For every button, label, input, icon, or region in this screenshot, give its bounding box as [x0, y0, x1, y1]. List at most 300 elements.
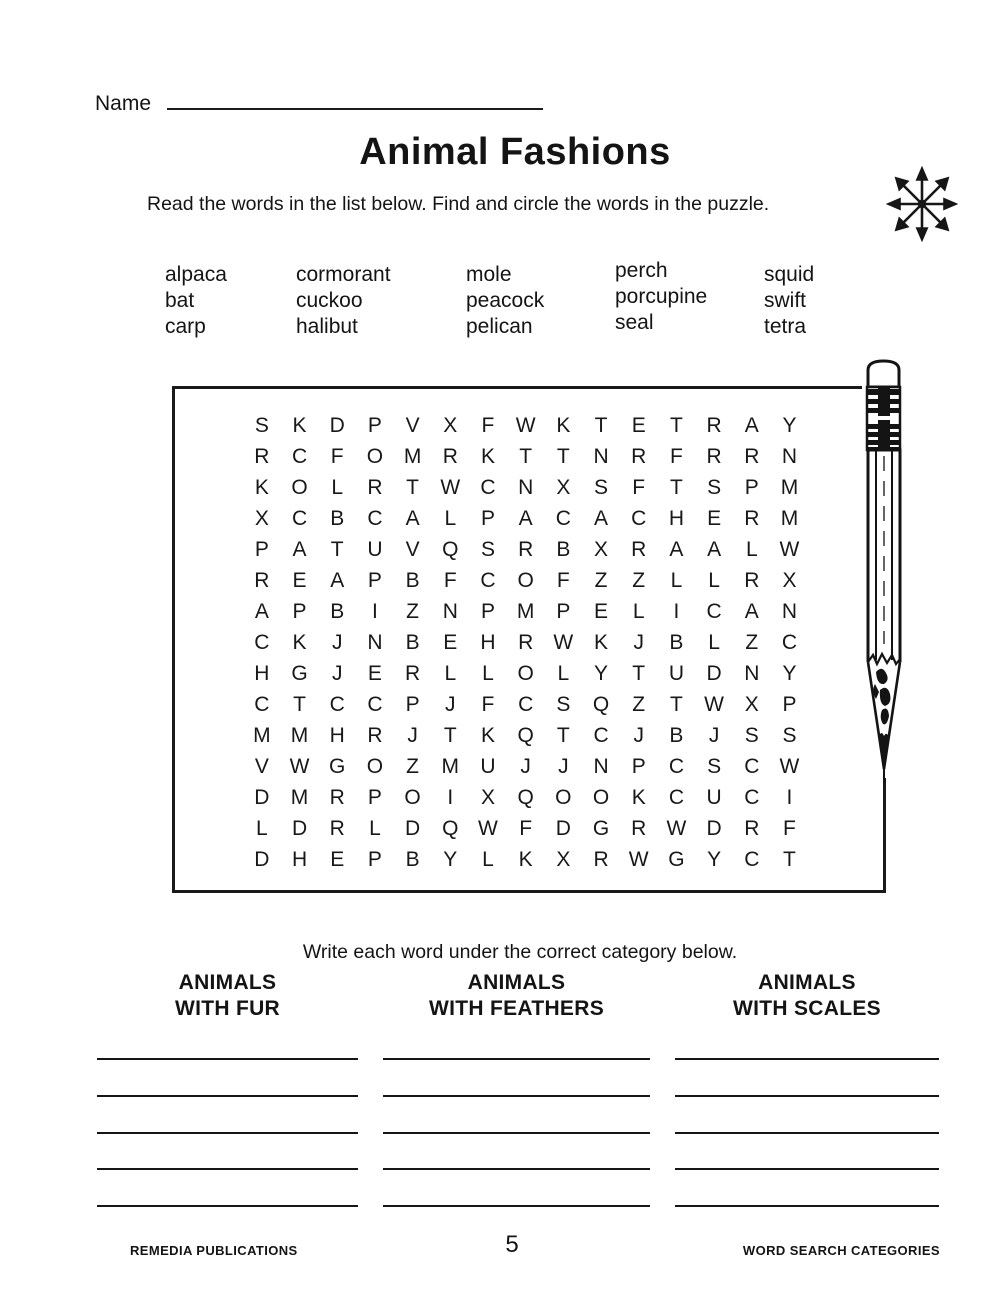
grid-letter: U — [367, 537, 383, 561]
grid-letter: B — [669, 630, 684, 654]
grid-letter: L — [708, 568, 720, 592]
grid-letter: S — [782, 724, 797, 748]
grid-letter: E — [292, 568, 307, 592]
grid-row — [243, 690, 808, 721]
grid-letter: R — [631, 817, 647, 841]
category-title — [675, 970, 939, 1022]
grid-letter: K — [594, 630, 609, 654]
grid-letter: K — [518, 848, 533, 872]
grid-letter: L — [369, 817, 381, 841]
grid-letter: L — [482, 848, 494, 872]
grid-letter: D — [555, 817, 571, 841]
grid-letter: B — [405, 630, 420, 654]
answer-blank-line — [675, 1168, 939, 1170]
grid-letter: W — [553, 630, 574, 654]
word-list-item: squid — [764, 263, 815, 286]
grid-letter: M — [290, 786, 309, 810]
grid-letter: P — [405, 693, 420, 717]
grid-letter: L — [482, 662, 494, 686]
grid-letter: R — [254, 568, 270, 592]
grid-letter: P — [367, 413, 382, 437]
grid-letter: O — [517, 568, 534, 592]
word-list-item: mole — [466, 263, 512, 286]
grid-letter: W — [666, 817, 687, 841]
grid-letter: F — [556, 568, 570, 592]
grid-letter: M — [441, 755, 460, 779]
grid-letter: I — [673, 599, 680, 623]
grid-letter: L — [632, 599, 645, 623]
word-list-column — [764, 262, 814, 340]
category-title-line: ANIMALS — [178, 971, 277, 994]
grid-letter: Z — [406, 599, 419, 623]
grid-letter: Q — [517, 786, 534, 810]
grid-letter: M — [780, 506, 799, 530]
grid-letter: X — [594, 537, 609, 561]
category-title — [97, 970, 358, 1022]
grid-letter: Q — [442, 537, 459, 561]
grid-letter: F — [443, 568, 457, 592]
grid-letter: P — [367, 848, 382, 872]
grid-letter: T — [556, 444, 570, 468]
grid-letter: W — [478, 817, 498, 841]
grid-letter: A — [669, 537, 684, 561]
write-prompt-text: Write each word under the correct category below. — [302, 941, 738, 963]
grid-letter: V — [405, 537, 420, 561]
grid-letter: N — [781, 444, 798, 468]
grid-letter: M — [403, 444, 422, 468]
grid-letter: O — [592, 786, 610, 810]
grid-letter: C — [329, 693, 345, 717]
grid-letter: N — [518, 475, 534, 499]
word-list — [0, 259, 1000, 346]
answer-blank-line — [675, 1058, 939, 1060]
grid-letter: B — [330, 599, 345, 623]
grid-letter: T — [556, 724, 570, 748]
grid-letter: X — [782, 568, 797, 592]
grid-letter: T — [293, 693, 306, 717]
grid-row — [243, 596, 808, 627]
grid-letter: K — [254, 475, 269, 499]
grid-letter: W — [779, 755, 800, 779]
grid-letter: N — [593, 444, 609, 468]
grid-letter: J — [407, 724, 418, 748]
grid-letter: Z — [406, 755, 419, 779]
grid-letter: O — [366, 755, 384, 779]
grid-row — [243, 627, 808, 658]
grid-letter: R — [744, 817, 760, 841]
grid-letter: K — [292, 413, 307, 437]
answer-blank-line — [97, 1168, 358, 1170]
grid-letter: D — [706, 817, 722, 841]
grid-letter: C — [593, 724, 609, 748]
answer-blank-line — [675, 1095, 939, 1097]
grid-letter: A — [518, 506, 533, 530]
grid-letter: G — [329, 755, 346, 779]
grid-letter: B — [405, 568, 420, 592]
grid-letter: S — [707, 755, 722, 779]
grid-letter: W — [289, 755, 310, 779]
grid-letter: W — [628, 848, 649, 872]
grid-letter: O — [555, 786, 572, 810]
grid-letter: R — [329, 786, 345, 810]
grid-letter: K — [631, 786, 646, 810]
category-title-line: WITH FEATHERS — [429, 997, 604, 1020]
grid-letter: G — [592, 817, 610, 841]
grid-letter: J — [558, 755, 569, 779]
word-list-column — [296, 262, 391, 340]
grid-letter: C — [518, 693, 534, 717]
category-column — [97, 970, 358, 1022]
grid-letter: Y — [443, 848, 458, 872]
grid-letter: R — [744, 444, 760, 468]
grid-letter: D — [254, 786, 270, 810]
grid-letter: J — [520, 755, 531, 779]
arrow-star-icon — [884, 166, 960, 242]
grid-letter: H — [668, 506, 684, 530]
grid-letter: E — [443, 630, 458, 654]
grid-letter: R — [706, 413, 722, 437]
grid-letter: F — [632, 475, 646, 499]
grid-letter: X — [254, 506, 269, 530]
grid-letter: D — [254, 848, 270, 872]
grid-letter: F — [783, 817, 796, 841]
grid-letter: E — [631, 413, 646, 437]
grid-letter: N — [781, 599, 798, 623]
word-list-item: halibut — [296, 315, 358, 338]
grid-letter: J — [633, 630, 644, 654]
word-list-item: bat — [165, 289, 195, 312]
grid-letter: P — [744, 475, 759, 499]
grid-letter: R — [706, 444, 722, 468]
grid-letter: A — [744, 413, 759, 437]
footer-publisher: REMEDIA PUBLICATIONS — [130, 1243, 298, 1258]
grid-letter: L — [557, 662, 570, 686]
grid-letter: R — [631, 444, 647, 468]
grid-letter: E — [594, 599, 609, 623]
grid-letter: S — [594, 475, 609, 499]
grid-letter: Y — [782, 413, 797, 437]
grid-letter: M — [516, 599, 535, 623]
name-blank-line — [167, 90, 543, 110]
grid-letter: C — [744, 786, 760, 810]
grid-letter: R — [631, 537, 647, 561]
grid-letter: D — [329, 413, 345, 437]
grid-letter: A — [330, 568, 345, 592]
grid-letter: D — [706, 662, 722, 686]
grid-letter: W — [515, 413, 536, 437]
grid-letter: O — [404, 786, 421, 810]
grid-letter: B — [556, 537, 571, 561]
grid-letter: I — [371, 599, 378, 623]
grid-letter: C — [781, 630, 798, 654]
grid-letter: B — [330, 506, 345, 530]
answer-blank-line — [97, 1058, 358, 1060]
word-list-item: alpaca — [165, 263, 227, 286]
grid-letter: A — [744, 599, 759, 623]
word-list-item: perch — [615, 259, 668, 282]
grid-letter: F — [481, 413, 495, 437]
grid-letter: E — [707, 506, 722, 530]
page-title: Animal Fashions — [359, 131, 671, 173]
grid-letter: A — [292, 537, 307, 561]
grid-letter: R — [518, 630, 534, 654]
grid-letter: I — [786, 786, 793, 810]
grid-letter: F — [481, 693, 495, 717]
grid-letter: F — [519, 817, 533, 841]
grid-letter: G — [668, 848, 685, 872]
grid-letter: C — [367, 506, 383, 530]
grid-letter: A — [707, 537, 722, 561]
grid-letter: C — [254, 630, 270, 654]
grid-letter: B — [405, 848, 420, 872]
grid-letter: K — [480, 444, 495, 468]
grid-letter: C — [631, 506, 647, 530]
category-title — [383, 970, 650, 1022]
footer-series-title: WORD SEARCH CATEGORIES — [742, 1243, 940, 1258]
word-list-item: porcupine — [615, 285, 708, 308]
grid-letter: A — [405, 506, 420, 530]
grid-letter: G — [291, 662, 308, 686]
grid-letter: C — [668, 755, 684, 779]
grid-letter: O — [366, 444, 384, 468]
word-list-item: tetra — [764, 315, 807, 338]
grid-letter: S — [254, 413, 269, 437]
word-list-item: peacock — [466, 289, 545, 312]
grid-letter: R — [329, 817, 345, 841]
grid-row — [243, 752, 808, 783]
category-column — [675, 970, 939, 1022]
grid-letter: W — [779, 537, 800, 561]
grid-letter: N — [593, 755, 609, 779]
word-list-item: pelican — [466, 315, 533, 338]
word-list-item: cuckoo — [296, 289, 363, 312]
grid-letter: P — [782, 693, 797, 717]
grid-letter: J — [633, 724, 644, 748]
grid-letter: R — [367, 475, 383, 499]
category-title-line: WITH SCALES — [733, 997, 881, 1020]
name-label: Name — [95, 92, 152, 115]
grid-letter: L — [745, 537, 758, 561]
answer-blank-line — [675, 1205, 939, 1207]
grid-letter: T — [330, 537, 344, 561]
answer-blank-line — [383, 1205, 650, 1207]
grid-letter: C — [367, 693, 383, 717]
grid-letter: T — [519, 444, 533, 468]
answer-blank-line — [383, 1132, 650, 1134]
grid-letter: M — [780, 475, 799, 499]
grid-row — [243, 472, 808, 503]
grid-letter: H — [480, 630, 496, 654]
grid-letter: Z — [745, 630, 759, 654]
grid-letter: E — [367, 662, 382, 686]
grid-letter: T — [669, 475, 683, 499]
grid-letter: K — [292, 630, 307, 654]
grid-letter: R — [744, 506, 760, 530]
word-list-column — [165, 262, 227, 340]
grid-letter: Q — [592, 693, 610, 717]
category-title-line: WITH FUR — [174, 997, 281, 1020]
grid-letter: C — [291, 506, 308, 530]
grid-letter: C — [744, 848, 760, 872]
word-list-column — [466, 262, 544, 340]
category-title-line: ANIMALS — [467, 971, 566, 994]
grid-letter: S — [707, 475, 722, 499]
grid-row — [243, 441, 808, 472]
grid-letter: P — [631, 755, 646, 779]
grid-letter: L — [708, 630, 720, 654]
grid-letter: C — [480, 568, 496, 592]
grid-letter: R — [593, 848, 609, 872]
grid-letter: M — [253, 724, 271, 748]
grid-letter: O — [291, 475, 308, 499]
grid-letter: P — [480, 506, 495, 530]
grid-row — [243, 659, 808, 690]
grid-row — [243, 814, 808, 845]
grid-letter: R — [744, 568, 760, 592]
grid-letter: N — [442, 599, 458, 623]
grid-letter: H — [291, 848, 308, 872]
grid-letter: I — [447, 786, 454, 810]
grid-letter: J — [331, 662, 343, 686]
grid-letter: S — [480, 537, 495, 561]
grid-letter: T — [669, 693, 683, 717]
grid-letter: P — [254, 537, 269, 561]
grid-letter: X — [744, 693, 759, 717]
grid-letter: R — [518, 537, 534, 561]
grid-letter: T — [443, 724, 457, 748]
grid-letter: C — [744, 755, 760, 779]
pencil-icon — [856, 354, 908, 786]
grid-letter: C — [254, 693, 270, 717]
grid-letter: Y — [782, 662, 797, 686]
grid-letter: L — [331, 475, 344, 499]
grid-row — [243, 783, 808, 814]
grid-letter: S — [744, 724, 759, 748]
word-list-item: seal — [615, 311, 654, 334]
word-list-item: cormorant — [296, 263, 391, 286]
grid-letter: T — [669, 413, 683, 437]
grid-letter: R — [254, 444, 270, 468]
answer-blank-line — [383, 1168, 650, 1170]
grid-row — [243, 534, 808, 565]
answer-blank-line — [97, 1205, 358, 1207]
grid-letter: E — [330, 848, 345, 872]
grid-letter: C — [706, 599, 722, 623]
category-column — [383, 970, 650, 1022]
grid-letter: W — [440, 475, 461, 499]
grid-letter: C — [555, 506, 571, 530]
answer-blank-line — [383, 1058, 650, 1060]
grid-letter: V — [254, 755, 269, 779]
grid-letter: D — [405, 817, 421, 841]
grid-letter: P — [292, 599, 307, 623]
answer-blank-line — [383, 1095, 650, 1097]
grid-letter: C — [668, 786, 684, 810]
grid-letter: F — [669, 444, 683, 468]
grid-letter: A — [594, 506, 609, 530]
grid-letter: A — [254, 599, 269, 623]
grid-letter: K — [556, 413, 571, 437]
grid-letter: X — [443, 413, 458, 437]
grid-letter: Z — [594, 568, 608, 592]
grid-row — [243, 845, 808, 876]
name-row — [95, 90, 543, 116]
grid-letter: L — [256, 817, 268, 841]
grid-letter: W — [704, 693, 724, 717]
grid-letter: U — [668, 662, 684, 686]
grid-letter: Z — [632, 693, 646, 717]
grid-letter: J — [331, 630, 343, 654]
grid-row — [243, 503, 808, 534]
grid-letter: L — [670, 568, 683, 592]
grid-letter: K — [480, 724, 495, 748]
grid-letter: R — [367, 724, 383, 748]
category-title-line: ANIMALS — [758, 971, 856, 994]
grid-letter: N — [744, 662, 760, 686]
grid-letter: X — [480, 786, 495, 810]
grid-letter: T — [632, 662, 646, 686]
grid-letter: X — [556, 848, 571, 872]
answer-blank-line — [97, 1095, 358, 1097]
grid-letter: R — [442, 444, 458, 468]
grid-letter: R — [405, 662, 421, 686]
grid-letter: L — [444, 506, 457, 530]
grid-letter: U — [480, 755, 496, 779]
grid-letter: V — [405, 413, 420, 437]
answer-blank-line — [97, 1132, 358, 1134]
grid-letter: T — [406, 475, 419, 499]
grid-letter: C — [480, 475, 496, 499]
grid-row — [243, 565, 808, 596]
grid-letter: Q — [517, 724, 534, 748]
grid-letter: X — [556, 475, 571, 499]
grid-letter: P — [367, 786, 382, 810]
grid-letter: H — [254, 662, 270, 686]
word-list-column — [615, 258, 707, 336]
grid-letter: B — [669, 724, 684, 748]
grid-letter: J — [445, 693, 456, 717]
grid-letter: Q — [442, 817, 459, 841]
grid-letter: F — [330, 444, 344, 468]
grid-letter: D — [291, 817, 308, 841]
grid-letter: N — [367, 630, 383, 654]
footer-page-number: 5 — [505, 1231, 519, 1258]
grid-letter: S — [556, 693, 571, 717]
grid-letter: P — [480, 599, 495, 623]
grid-letter: M — [290, 724, 309, 748]
word-list-item: swift — [764, 289, 806, 312]
instructions-text: Read the words in the list below. Find and circle the words in the puzzle. — [147, 193, 770, 215]
grid-letter: Y — [707, 848, 722, 872]
grid-letter: L — [444, 662, 457, 686]
word-list-item: carp — [165, 315, 206, 338]
grid-row — [243, 410, 808, 441]
grid-letter: T — [783, 848, 796, 872]
grid-row — [243, 721, 808, 752]
grid-letter: U — [706, 786, 722, 810]
grid-letter: T — [594, 413, 608, 437]
grid-letter: J — [708, 724, 720, 748]
grid-letter: Z — [632, 568, 646, 592]
grid-letter: P — [556, 599, 571, 623]
puzzle-letters — [243, 410, 808, 876]
grid-letter: C — [291, 444, 308, 468]
grid-letter: H — [329, 724, 345, 748]
grid-letter: Y — [594, 662, 609, 686]
answer-blank-line — [675, 1132, 939, 1134]
grid-letter: O — [517, 662, 534, 686]
grid-letter: P — [367, 568, 382, 592]
